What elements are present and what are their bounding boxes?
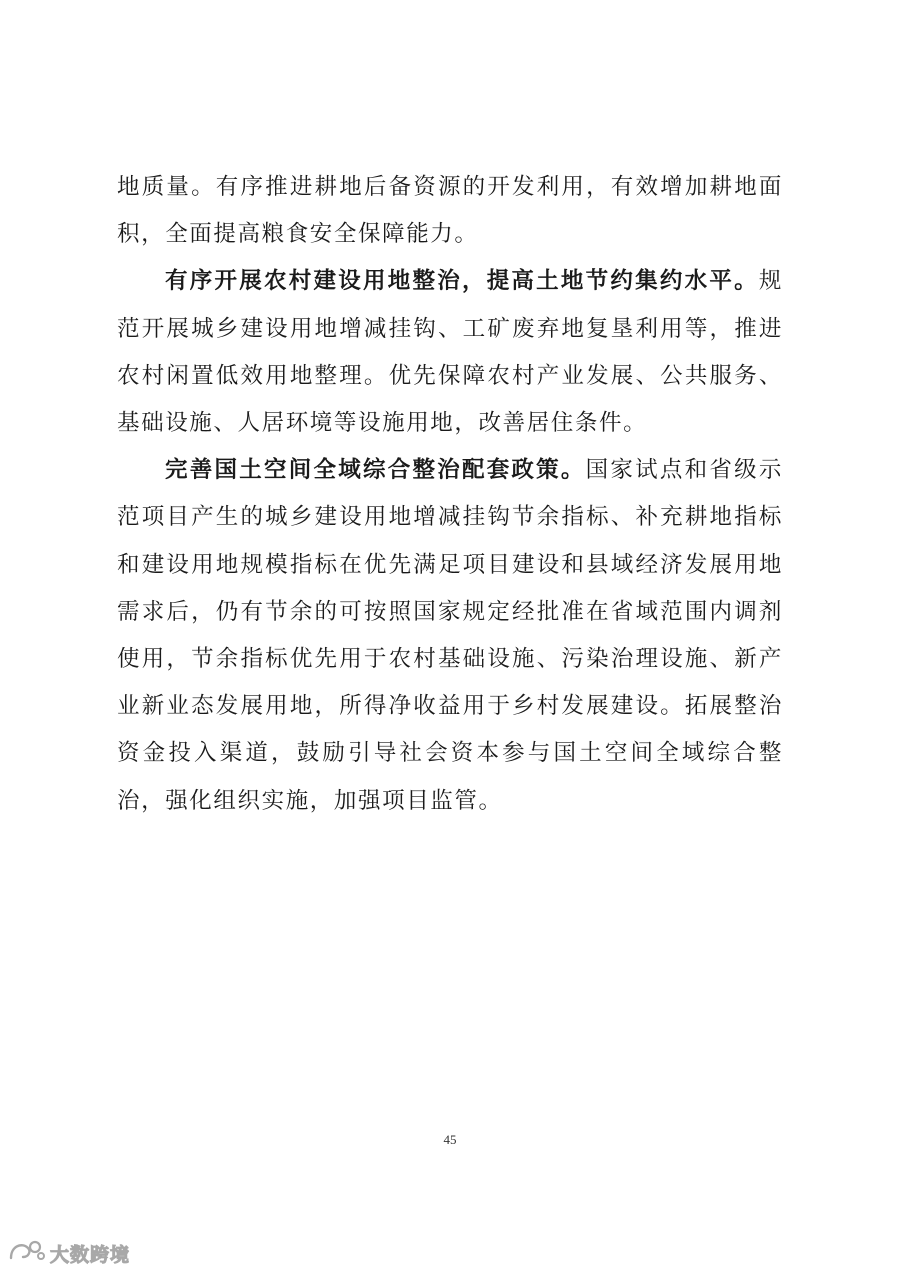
paragraph-lead-heading: 有序开展农村建设用地整治，提高土地节约集约水平。	[165, 268, 759, 295]
paragraph-text: 地质量。有序推进耕地后备资源的开发利用，有效增加耕地面积，全面提高粮食安全保障能力。	[117, 174, 783, 248]
brand-logo-icon	[8, 1238, 46, 1268]
watermark	[8, 1238, 130, 1268]
page-number: 45	[443, 1132, 457, 1147]
paragraph-supporting-policies	[117, 447, 783, 825]
paragraph-text: 规范开展城乡建设用地增减挂钩、工矿废弃地复垦利用等，推进农村闲置低效用地整理。优先保障农村产业发展、公共服务、基础设施、人居环境等设施用地，改善居住条件。	[117, 268, 783, 437]
paragraph-lead-heading: 完善国土空间全域综合整治配套政策。	[165, 457, 586, 484]
document-body	[117, 164, 783, 825]
paragraph-text: 国家试点和省级示范项目产生的城乡建设用地增减挂钩节余指标、补充耕地指标和建设用地规模指标在优先满足项目建设和县域经济发展用地需求后，仍有节余的可按照国家规定经批准在省域范围内调剂使用，节余指标优先用于农村基础设施、污染治理设施、新产业新业态发展用地，所得净收益用于乡村发展建设。拓展整治资金投入渠道，鼓励引导社会资本参与国土空间全域综合整治，强化组织实施，加强项目监管。	[117, 457, 783, 814]
paragraph-continuation	[117, 164, 783, 258]
watermark-text: 大数跨境	[50, 1243, 131, 1266]
paragraph-rural-land-consolidation	[117, 258, 783, 447]
